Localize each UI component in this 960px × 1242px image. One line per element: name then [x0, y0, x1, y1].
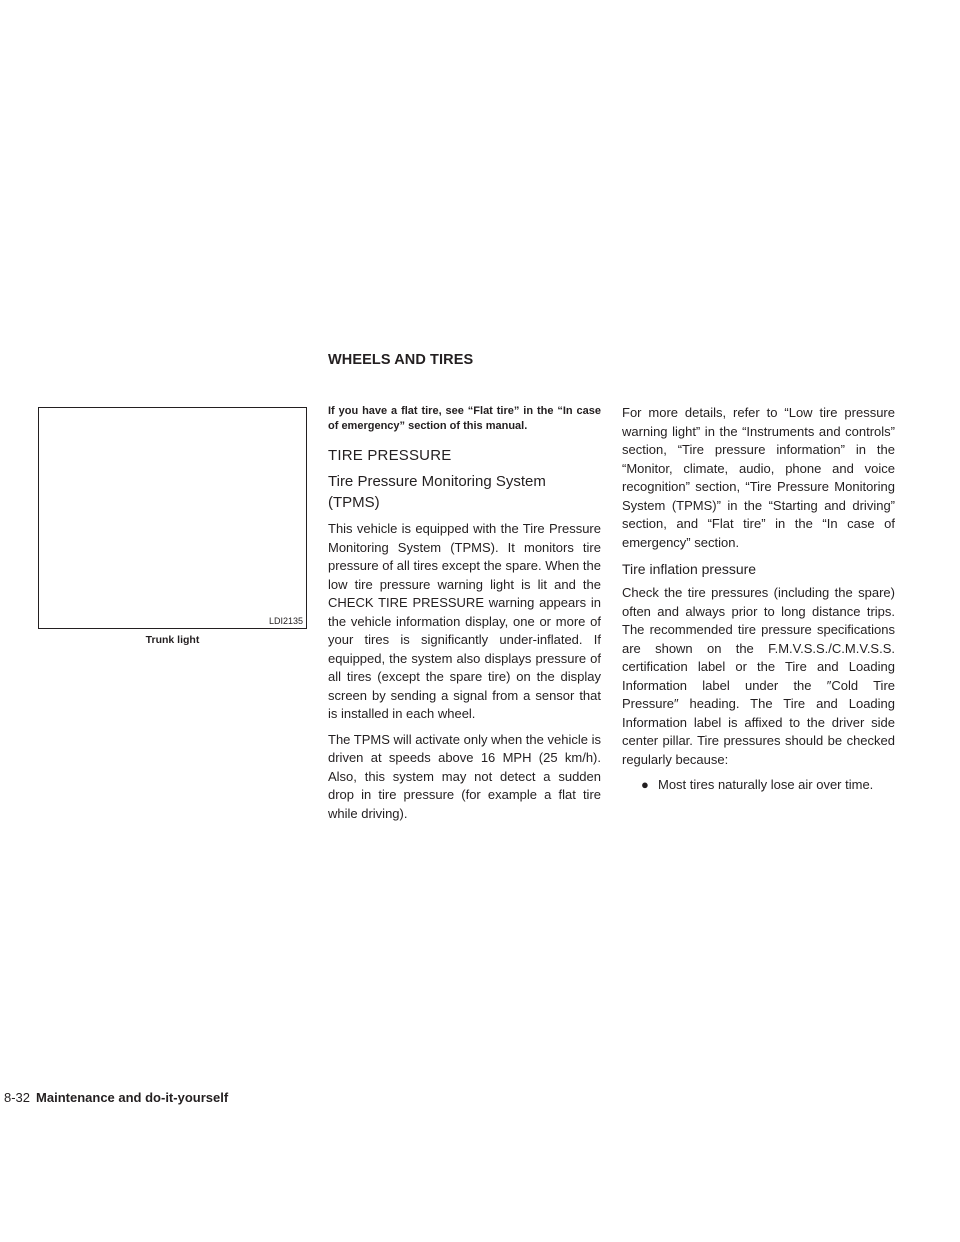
figure-code: LDI2135: [268, 616, 303, 626]
check-pressure-paragraph: Check the tire pressures (including the spare) often and always prior to long distance trips. The recommended tire pressure specifications are shown on the F.M.V.S.S./C.M.V.S.S. certification label or the Tire and Loading Information label under the ″Cold Tire Pressure″ heading. The Tire and Loading Information label is affixed to the driver side center pillar. Tire pressures should be checked regularly because:: [622, 585, 895, 767]
figure-caption: Trunk light: [145, 634, 200, 646]
text-column-1: [328, 404, 601, 830]
figure-image: [38, 407, 307, 629]
bullet-icon: ●: [641, 777, 649, 792]
more-details-paragraph: For more details, refer to “Low tire pressure warning light” in the “Instruments and controls” section, “Tire pressure information” in the “Monitor, climate, audio, phone and voice recognition” section, “Tire Pressure Monitoring System (TPMS)” in the “Starting and driving” section, and “Flat tire” in the “In case of emergency” section.: [622, 405, 895, 550]
bullet-text: Most tires naturally lose air over time.: [658, 777, 874, 792]
footer-title: Maintenance and do-it-yourself: [36, 1090, 229, 1105]
tpms-subheading: Tire Pressure Monitoring System (TPMS): [328, 473, 546, 511]
tpms-activation-paragraph: The TPMS will activate only when the vehicle is driven at speeds above 16 MPH (25 km/h). Also, this system may not detect a sudden drop in tire pressure (for example a flat tire while driving).: [328, 731, 601, 821]
page-number: 8-32: [4, 1090, 31, 1105]
tire-inflation-subheading: Tire inflation pressure: [622, 561, 757, 577]
text-column-2: [622, 404, 895, 795]
page-footer: [4, 1090, 228, 1105]
tire-pressure-heading: TIRE PRESSURE: [328, 447, 452, 464]
flat-tire-note: If you have a flat tire, see “Flat tire” in the “In case of emergency” section of this manual.: [328, 405, 601, 432]
section-header: WHEELS AND TIRES: [328, 352, 474, 368]
tpms-paragraph: This vehicle is equipped with the Tire Pressure Monitoring System (TPMS). It monitors tire pressure of all tires except the spare. When the low tire pressure warning light is lit and the CHECK TIRE PRESSURE warning appears in the vehicle information display, one or more of your tires is significantly under-inflated. If equipped, the system also displays pressure of all tires (except the spare tire) on the display screen by sending a signal from a sensor that is installed in each wheel.: [328, 521, 601, 721]
list-item: [622, 776, 895, 795]
